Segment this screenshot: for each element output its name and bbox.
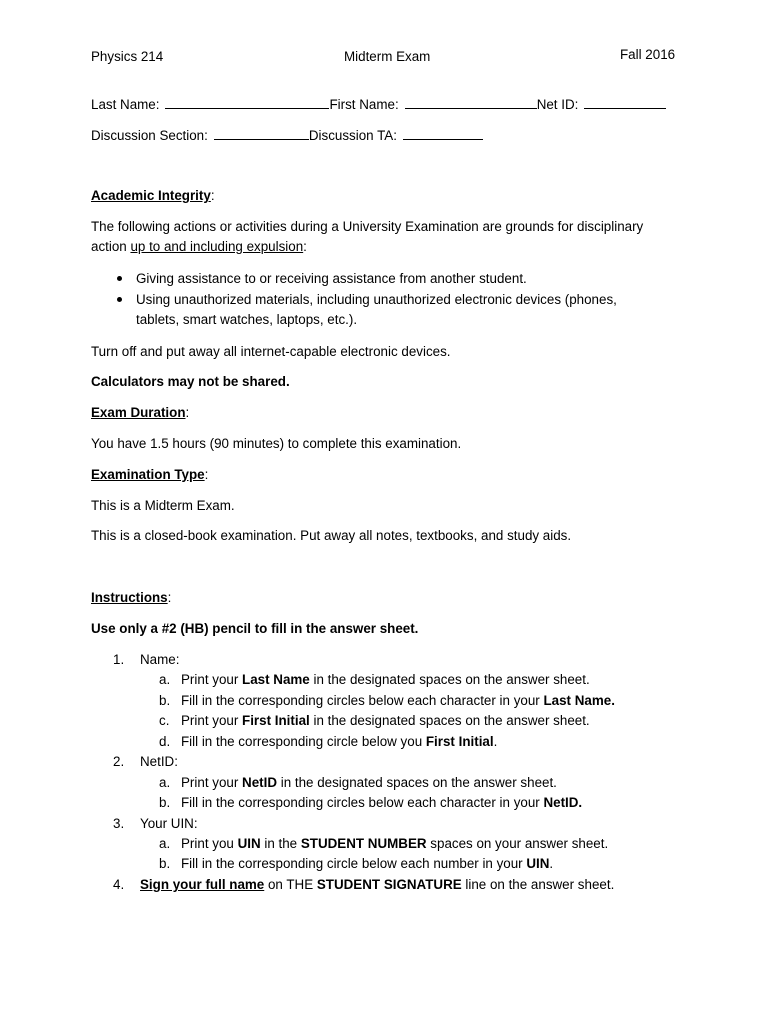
name-sub-a: [181, 671, 590, 688]
sub-bold: First Initial: [242, 713, 310, 728]
item-number: 4.: [113, 877, 125, 892]
sub-letter: b.: [159, 795, 171, 810]
bullet-icon: [117, 276, 122, 281]
signature-underlined: Sign your full name: [140, 877, 265, 892]
item-number: 2.: [113, 754, 125, 769]
sub-bold: Last Name.: [543, 693, 615, 708]
last-name-field[interactable]: [91, 95, 666, 113]
intro-suffix: :: [303, 239, 307, 254]
bullet-icon: [117, 297, 122, 302]
sub-letter: b.: [159, 856, 171, 871]
item-signature: [140, 876, 614, 893]
type-heading: [91, 466, 208, 483]
instructions-heading-colon: :: [167, 590, 172, 605]
type-heading-colon: :: [204, 467, 209, 482]
sub-bold: UIN: [237, 836, 261, 851]
integrity-heading: [91, 187, 215, 204]
sub-letter: d.: [159, 734, 171, 749]
sub-text: Print your: [181, 672, 243, 687]
netid-sub-b: [181, 794, 582, 811]
integrity-bullet-2-cont: tablets, smart watches, laptops, etc.).: [136, 312, 358, 327]
intro-underlined: up to and including expulsion: [130, 239, 304, 254]
pencil-notice: Use only a #2 (HB) pencil to fill in the answer sheet.: [91, 621, 419, 636]
integrity-bullet-2: Using unauthorized materials, including unauthorized electronic devices (phones,: [136, 292, 617, 307]
uin-sub-b: [181, 855, 553, 872]
sub-letter: c.: [159, 713, 170, 728]
signature-bold: STUDENT SIGNATURE: [316, 877, 462, 892]
duration-heading: [91, 404, 189, 421]
sub-text: Fill in the corresponding circle below you: [181, 734, 426, 749]
sub-letter: a.: [159, 672, 171, 687]
type-heading-text: Examination Type: [91, 467, 205, 482]
discussion-field[interactable]: [91, 126, 483, 144]
calculators-notice: Calculators may not be shared.: [91, 374, 290, 389]
discussion-ta-blank[interactable]: [403, 126, 483, 140]
last-name-label: Last Name:: [91, 97, 160, 112]
uin-sub-a: [181, 835, 608, 852]
item-uin-label: Your UIN:: [140, 816, 198, 831]
item-netid-label: NetID:: [140, 754, 178, 769]
discussion-section-blank[interactable]: [214, 126, 309, 140]
net-id-label: Net ID:: [536, 97, 579, 112]
item-number: 1.: [113, 652, 125, 667]
name-sub-d: [181, 733, 497, 750]
instructions-heading: [91, 589, 171, 606]
netid-sub-a: [181, 774, 557, 791]
item-name-label: Name:: [140, 652, 180, 667]
intro-prefix: action: [91, 239, 131, 254]
type-line1: This is a Midterm Exam.: [91, 498, 235, 513]
signature-end: line on the answer sheet.: [461, 877, 615, 892]
sub-text: Fill in the corresponding circles below each character in your: [181, 693, 544, 708]
sub-bold: UIN: [526, 856, 550, 871]
last-name-blank[interactable]: [165, 95, 329, 109]
sub-text: Fill in the corresponding circle below each number in your: [181, 856, 527, 871]
first-name-blank[interactable]: [405, 95, 537, 109]
duration-text: You have 1.5 hours (90 minutes) to complete this examination.: [91, 436, 462, 451]
net-id-blank[interactable]: [584, 95, 666, 109]
duration-heading-colon: :: [185, 405, 190, 420]
sub-text: in the designated spaces on the answer sheet.: [277, 775, 557, 790]
integrity-heading-colon: :: [210, 188, 215, 203]
sub-text: Print you: [181, 836, 238, 851]
sub-bold: NetID: [242, 775, 277, 790]
devices-notice: Turn off and put away all internet-capable electronic devices.: [91, 344, 451, 359]
integrity-bullet-1: Giving assistance to or receiving assistance from another student.: [136, 271, 527, 286]
sub-text: spaces on your answer sheet.: [426, 836, 609, 851]
discussion-ta-label: Discussion TA:: [308, 128, 397, 143]
integrity-intro-line1: The following actions or activities during a University Examination are grounds for disciplinary: [91, 219, 644, 234]
integrity-intro-line2: [91, 238, 307, 255]
course-title: Physics 214: [91, 49, 164, 64]
sub-bold: NetID.: [543, 795, 583, 810]
sub-text: in the designated spaces on the answer sheet.: [309, 713, 590, 728]
type-line2: This is a closed-book examination. Put away all notes, textbooks, and study aids.: [91, 528, 572, 543]
sub-text: .: [549, 856, 554, 871]
sub-text: Print your: [181, 775, 243, 790]
sub-letter: b.: [159, 693, 171, 708]
sub-text: Fill in the corresponding circles below each character in your: [181, 795, 544, 810]
instructions-heading-text: Instructions: [91, 590, 168, 605]
integrity-heading-text: Academic Integrity: [91, 188, 211, 203]
name-sub-c: [181, 712, 590, 729]
sub-letter: a.: [159, 836, 171, 851]
signature-mid: on THE: [264, 877, 317, 892]
sub-bold: First Initial: [425, 734, 494, 749]
sub-text: .: [493, 734, 498, 749]
item-number: 3.: [113, 816, 125, 831]
sub-text: in the: [260, 836, 301, 851]
first-name-label: First Name:: [329, 97, 399, 112]
discussion-section-label: Discussion Section:: [91, 128, 208, 143]
sub-text: Print your: [181, 713, 243, 728]
exam-title: Midterm Exam: [344, 49, 431, 64]
exam-term: Fall 2016: [620, 47, 676, 62]
sub-text: in the designated spaces on the answer sheet.: [309, 672, 590, 687]
name-sub-b: [181, 692, 615, 709]
sub-bold: Last Name: [242, 672, 310, 687]
duration-heading-text: Exam Duration: [91, 405, 186, 420]
sub-letter: a.: [159, 775, 171, 790]
sub-bold: STUDENT NUMBER: [300, 836, 427, 851]
